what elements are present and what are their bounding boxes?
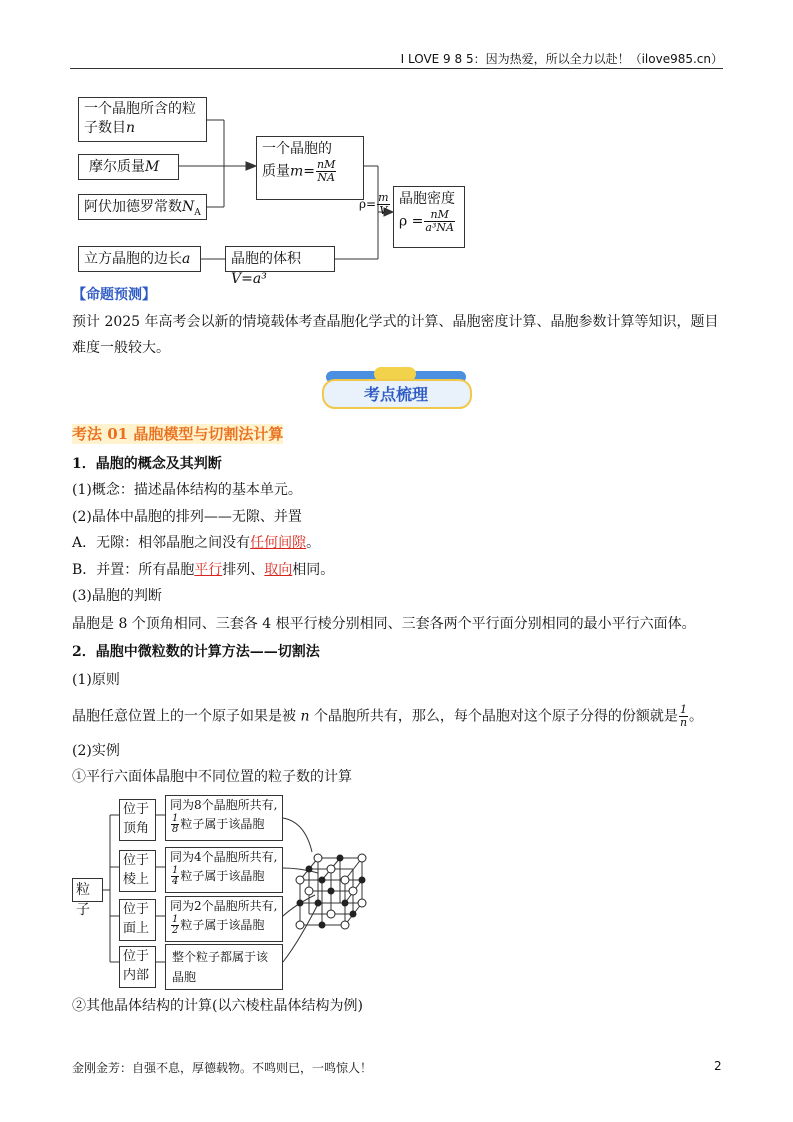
- frac-num: 1: [172, 914, 179, 925]
- para-example: (2)实例: [72, 743, 120, 759]
- frac-den: NA: [317, 171, 335, 184]
- heading-2: 2．晶胞中微粒数的计算方法——切割法: [72, 644, 320, 660]
- fraction-nM-NA: [316, 159, 336, 184]
- particle-count-line2: [84, 119, 201, 138]
- pos-face-1: 位于: [123, 902, 150, 917]
- lattice-atoms: [296, 854, 366, 929]
- volume-label: 晶胞的体积: [231, 251, 301, 267]
- juxtapose-end: 相同。: [292, 562, 335, 578]
- frac-1-4: [171, 866, 179, 887]
- desc-vertex-2-row: [170, 814, 278, 835]
- pos-vertex: [119, 799, 156, 841]
- frac-num: 1: [172, 865, 179, 876]
- para-juxtapose: [72, 560, 334, 580]
- principle-n: n: [300, 708, 310, 725]
- var-M: M: [145, 159, 160, 175]
- frac-den: 4: [172, 876, 179, 887]
- no-gap-end: 。: [306, 535, 321, 551]
- density-rho: ρ =: [399, 213, 424, 230]
- fraction-nM-a3NA: [424, 209, 455, 234]
- frac-num: nM: [317, 158, 336, 171]
- avogadro-label: 阿伏加德罗常数: [84, 199, 182, 215]
- frac-den: 2: [172, 925, 179, 936]
- box-cell-mass: [256, 136, 364, 200]
- particle-count-text: 子数目: [84, 120, 126, 136]
- no-gap-answer: 任何间隙: [250, 535, 307, 551]
- juxtapose-mid: 排列、: [222, 562, 265, 578]
- pos-edge: [119, 850, 156, 892]
- desc-edge-2: 粒子属于该晶胞: [180, 869, 265, 883]
- para-arrangement: (2)晶体中晶胞的排列——无隙、并置: [72, 509, 302, 525]
- header-text: I LOVE 9 8 5：因为热爱，所以全力以赴！（ilove985.cn）: [400, 52, 723, 66]
- density-line1: 晶胞密度: [399, 191, 455, 207]
- principle-text-b: 个晶胞所共有，那么，每个晶胞对这个原子分得的份额就是: [313, 708, 678, 725]
- box-density: [393, 186, 465, 248]
- desc-face-2-row: [170, 915, 278, 936]
- desc-edge-2-row: [170, 866, 278, 887]
- para-principle-body: [72, 704, 703, 729]
- prediction-title: 【命题预测】: [72, 287, 156, 303]
- para-example-2: ②其他晶体结构的计算(以六棱柱晶体结构为例): [72, 998, 363, 1014]
- frac-num-2: nM: [424, 209, 455, 222]
- frac-m: m: [378, 191, 389, 204]
- frac-den: 8: [172, 824, 179, 835]
- box-avogadro: [78, 194, 207, 220]
- pos-inner-1: 位于: [123, 949, 150, 964]
- method-title: 考法 01 晶胞模型与切割法计算: [72, 425, 284, 443]
- pos-face: [119, 899, 156, 941]
- section-banner: [322, 367, 470, 409]
- rho-formula: [359, 192, 391, 217]
- molar-mass-label: 摩尔质量: [89, 159, 145, 175]
- para-judgement: (3)晶胞的判断: [72, 588, 162, 604]
- pos-inner: [119, 946, 156, 988]
- frac-1-2: [171, 915, 179, 936]
- principle-end: 。: [689, 708, 704, 725]
- eq-sign: =: [303, 163, 316, 180]
- pos-vertex-1: 位于: [123, 802, 150, 817]
- desc-inner: [165, 944, 283, 990]
- prediction-text-2: 难度一般较大。: [72, 340, 170, 356]
- desc-face-1: 同为2个晶胞所共有,: [170, 899, 278, 913]
- fraction-m-V: [377, 192, 389, 217]
- density-line2: [399, 209, 459, 234]
- root-particle: 粒子: [72, 878, 103, 902]
- desc-edge-1: 同为4个晶胞所共有,: [170, 850, 278, 864]
- para-principle: (1)原则: [72, 672, 120, 688]
- var-n: n: [126, 120, 136, 136]
- juxtapose-answer-2: 取向: [264, 562, 293, 578]
- heading-1: 1．晶胞的概念及其判断: [72, 456, 222, 472]
- rho-eq: ρ=: [359, 197, 377, 211]
- principle-frac-den: n: [679, 716, 688, 729]
- para-no-gap: [72, 533, 320, 553]
- var-m: m: [290, 163, 304, 180]
- frac-num: 1: [172, 813, 179, 824]
- no-gap-text: A．无隙：相邻晶胞之间没有: [72, 535, 251, 551]
- var-V: V: [231, 271, 242, 287]
- frac-V: V: [379, 204, 388, 217]
- para-concept: (1)概念：描述晶体结构的基本单元。: [72, 482, 302, 498]
- pos-inner-2: 内部: [123, 968, 150, 983]
- frac-1-8: [171, 814, 179, 835]
- desc-edge: [165, 847, 283, 893]
- desc-vertex-2: 粒子属于该晶胞: [180, 817, 265, 831]
- desc-face: [165, 896, 283, 942]
- sub-A: A: [194, 207, 201, 218]
- box-particle-count: [78, 97, 207, 142]
- juxtapose-answer-1: 平行: [194, 562, 223, 578]
- var-a: a: [182, 251, 191, 267]
- desc-vertex: [165, 795, 283, 841]
- footer-motto: 金刚金芳：自强不息，厚德载物。不鸣则已，一鸣惊人！: [72, 1061, 373, 1075]
- desc-inner-1: 整个粒子都属于该: [172, 950, 269, 964]
- juxtapose-text: B．并置：所有晶胞: [72, 562, 195, 578]
- principle-frac-num: 1: [679, 703, 687, 716]
- cell-mass-text: 质量: [262, 163, 290, 180]
- volume-tail: =a³: [241, 271, 267, 287]
- prediction-text-1: 预计 2025 年高考会以新的情境载体考查晶胞化学式的计算、晶胞密度计算、晶胞参数计算等知识，题目: [72, 314, 719, 330]
- cell-mass-line1: 一个晶胞的: [262, 141, 332, 157]
- particle-count-line1: 一个晶胞所含的粒: [84, 101, 196, 117]
- box-edge: [78, 246, 201, 272]
- desc-inner-2: 晶胞: [172, 970, 197, 984]
- box-molar-mass: [78, 154, 179, 180]
- pos-edge-1: 位于: [123, 853, 150, 868]
- box-volume: [225, 246, 335, 287]
- para-example-1: ①平行六面体晶胞中不同位置的粒子数的计算: [72, 769, 352, 785]
- var-NA: N: [182, 199, 195, 215]
- desc-vertex-1: 同为8个晶胞所共有,: [170, 798, 278, 812]
- pos-edge-2: 棱上: [123, 872, 150, 887]
- principle-fraction: [679, 704, 688, 729]
- pos-vertex-2: 顶角: [123, 821, 150, 836]
- desc-face-2: 粒子属于该晶胞: [180, 918, 265, 932]
- page-number: 2: [714, 1059, 722, 1073]
- para-judgement-body: 晶胞是 8 个顶角相同、三套各 4 根平行棱分别相同、三套各两个平行面分别相同的最小平行六面体。: [72, 616, 696, 632]
- principle-text-a: 晶胞任意位置上的一个原子如果是被: [72, 708, 296, 725]
- cell-mass-line2: [262, 159, 358, 184]
- frac-den-2: a³NA: [425, 221, 454, 234]
- pos-face-2: 面上: [123, 921, 150, 936]
- edge-label: 立方晶胞的边长: [84, 251, 182, 267]
- banner-label: 考点梳理: [363, 385, 428, 404]
